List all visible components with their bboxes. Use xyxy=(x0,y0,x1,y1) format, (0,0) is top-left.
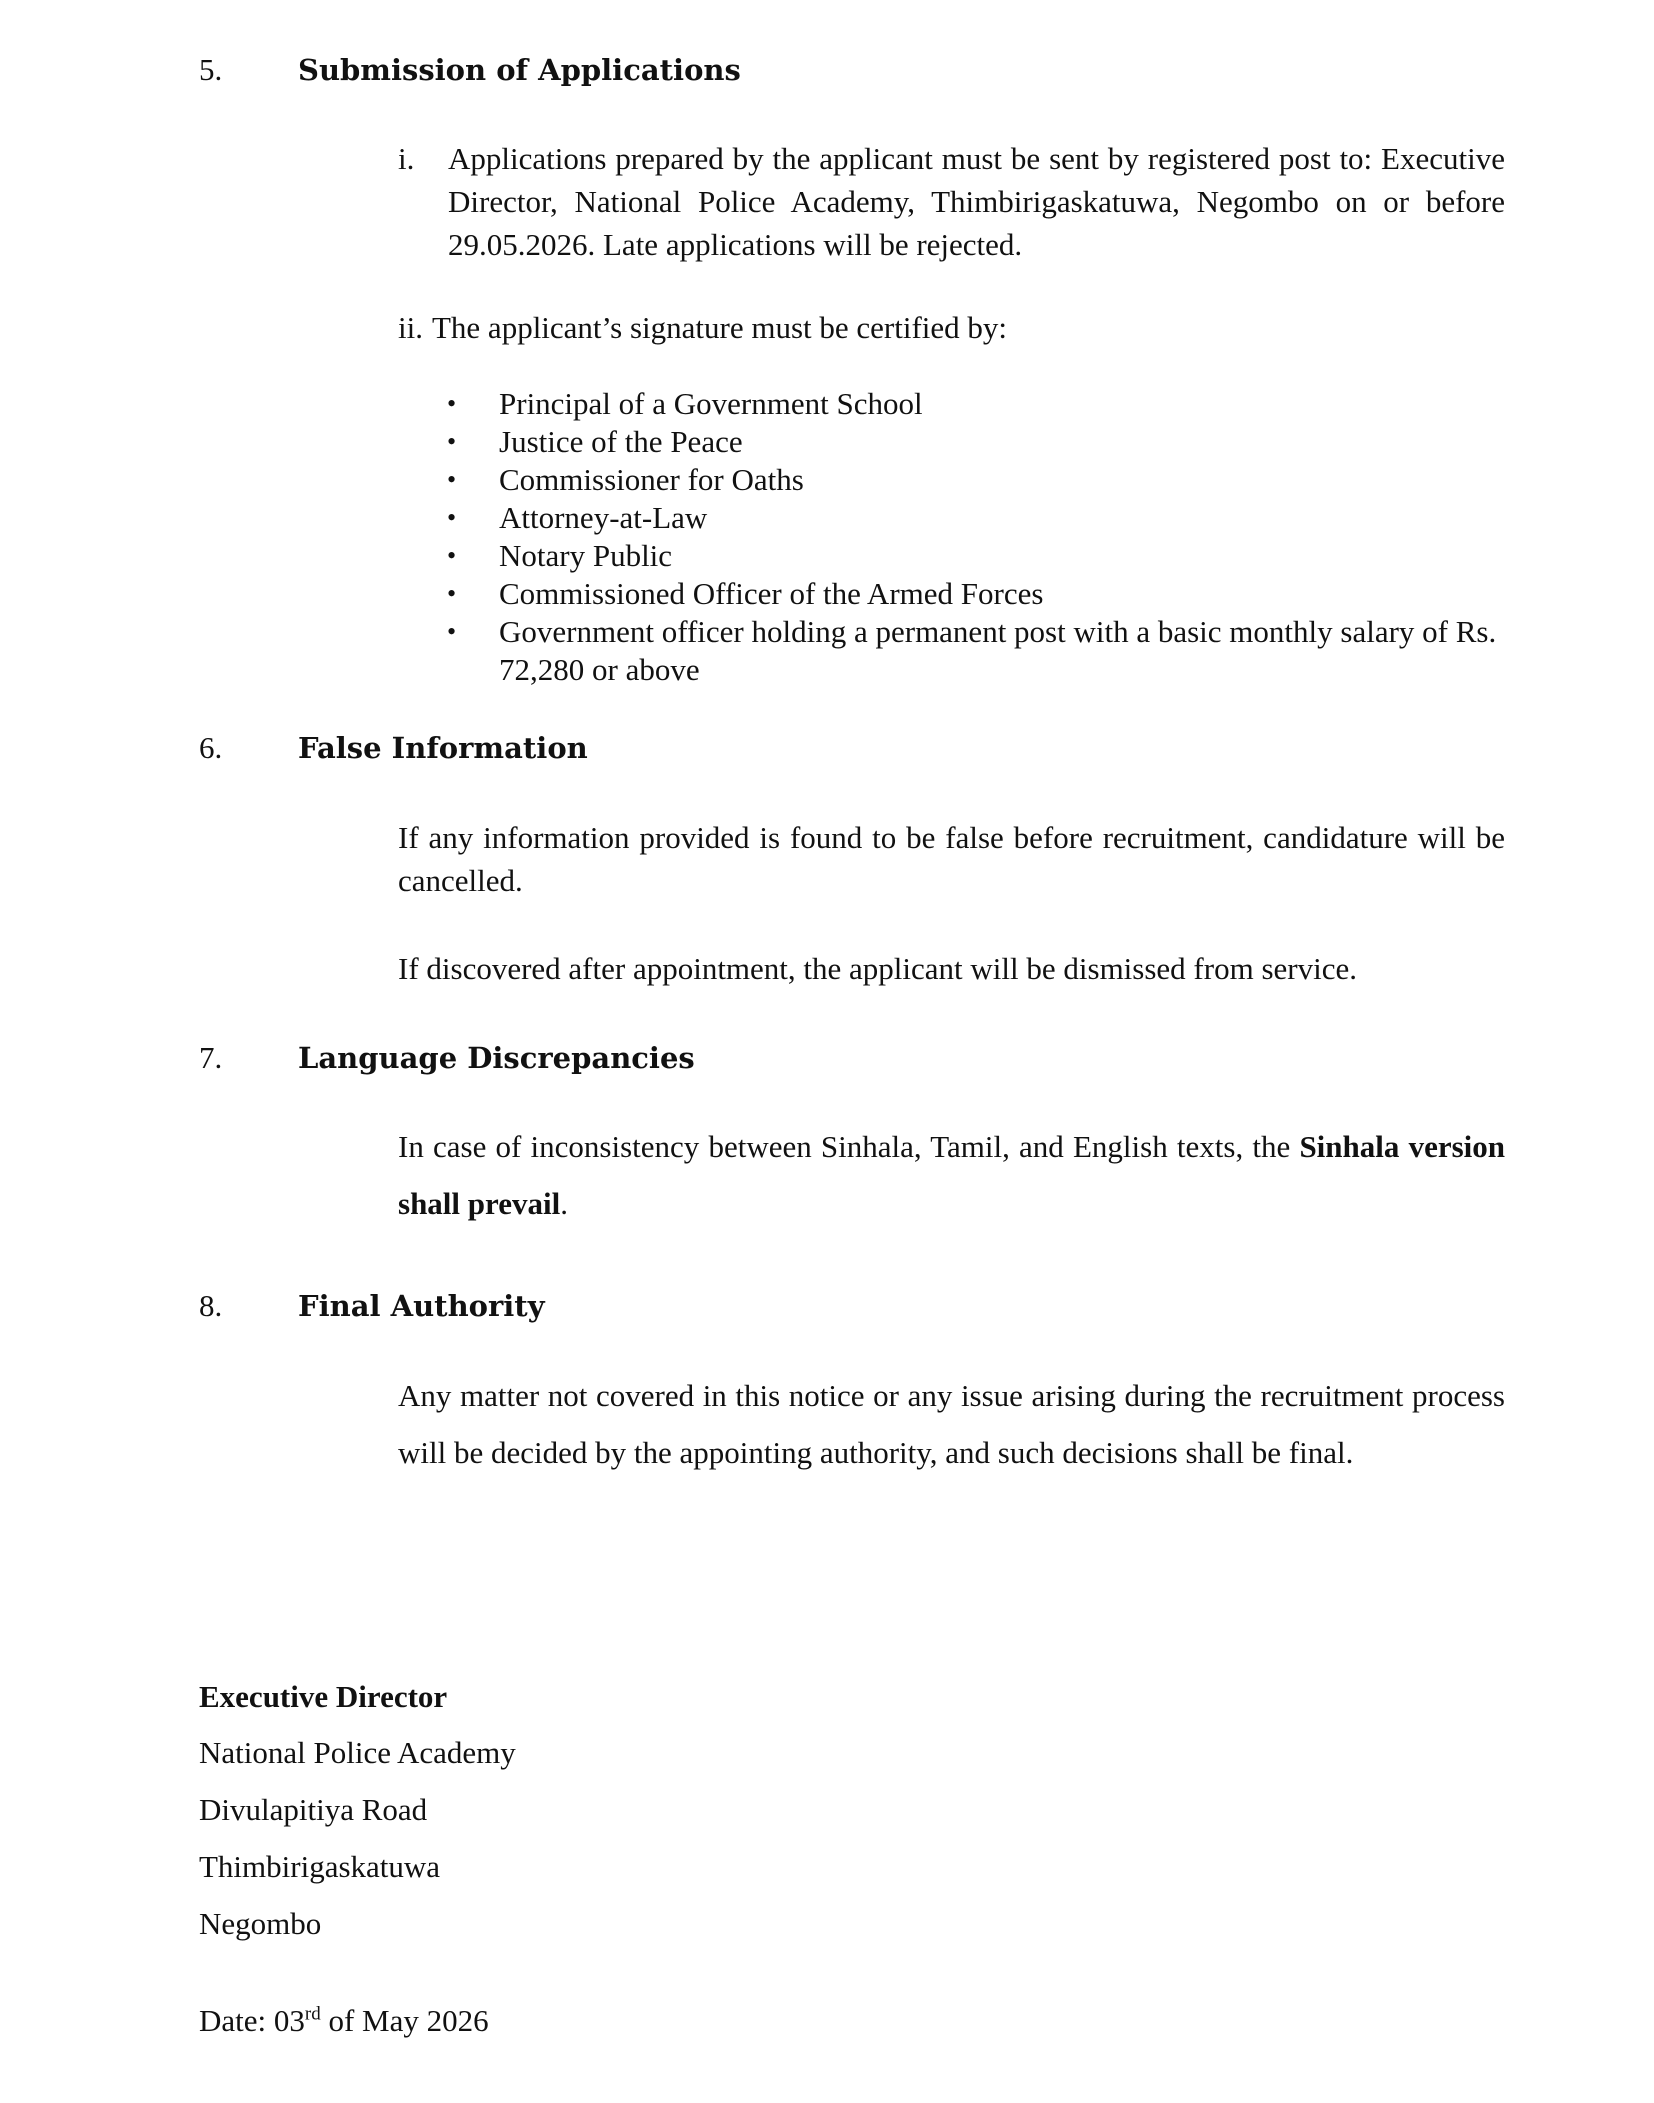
item-ii-label: ii. xyxy=(398,310,423,345)
section-7-title: Language Discrepancies xyxy=(298,1041,695,1075)
section-7-paragraph xyxy=(398,1118,1505,1232)
signature-line-3: Thimbirigaskatuwa xyxy=(199,1849,441,1884)
list-item: • Notary Public xyxy=(447,537,1507,575)
section-6-title: False Information xyxy=(298,731,588,765)
signature-line-2: Divulapitiya Road xyxy=(199,1792,428,1827)
item-i-text: Applications prepared by the applicant must be sent by registered post to: Executive Director, National Police Academy, Thimbirigaskatuwa, Negombo on or before 29.05.2026. Late applications will be rejected. xyxy=(448,141,1505,262)
certifier-list xyxy=(447,385,1507,689)
list-item: • Commissioned Officer of the Armed Forces xyxy=(447,575,1507,613)
section-8-number: 8. xyxy=(199,1288,223,1323)
list-item: • Commissioner for Oaths xyxy=(447,461,1507,499)
list-item: • Government officer holding a permanent post with a basic monthly salary of Rs. 72,280 or above xyxy=(447,613,1507,689)
signature-line-4: Negombo xyxy=(199,1906,322,1941)
section-5-item-ii xyxy=(398,306,1505,349)
section-8-title: Final Authority xyxy=(298,1289,545,1323)
date-ordinal-suffix: rd xyxy=(304,2003,321,2025)
section-6-paragraph-2: If discovered after appointment, the applicant will be dismissed from service. xyxy=(398,951,1357,986)
section-6-paragraph-1: If any information provided is found to be false before recruitment, candidature will be cancelled. xyxy=(398,820,1505,898)
section-5-item-i xyxy=(398,137,1505,266)
section-8-paragraph: Any matter not covered in this notice or any issue arising during the recruitment process will be decided by the appointing authority, and such decisions shall be final. xyxy=(398,1378,1505,1470)
section-7-number: 7. xyxy=(199,1040,223,1075)
section-7-text-after: . xyxy=(560,1186,568,1221)
date-prefix: Date: 03 xyxy=(199,2003,305,2038)
section-5-number: 5. xyxy=(199,52,223,87)
section-5-title: Submission of Applications xyxy=(298,53,741,87)
signature-title: Executive Director xyxy=(199,1679,448,1714)
section-7-text-bold: Sinhala version shall prevail xyxy=(398,1129,1505,1221)
signature-line-1: National Police Academy xyxy=(199,1735,516,1770)
list-item: • Attorney-at-Law xyxy=(447,499,1507,537)
date-rest: of May 2026 xyxy=(320,2003,489,2038)
date-line xyxy=(199,1992,489,2049)
list-item: • Principal of a Government School xyxy=(447,385,1507,423)
item-i-label: i. xyxy=(398,141,415,176)
section-7-text-before: In case of inconsistency between Sinhala, Tamil, and English texts, the xyxy=(398,1129,1300,1164)
section-6-number: 6. xyxy=(199,730,223,765)
item-ii-text: The applicant’s signature must be certified by: xyxy=(431,310,1008,345)
list-item: • Justice of the Peace xyxy=(447,423,1507,461)
